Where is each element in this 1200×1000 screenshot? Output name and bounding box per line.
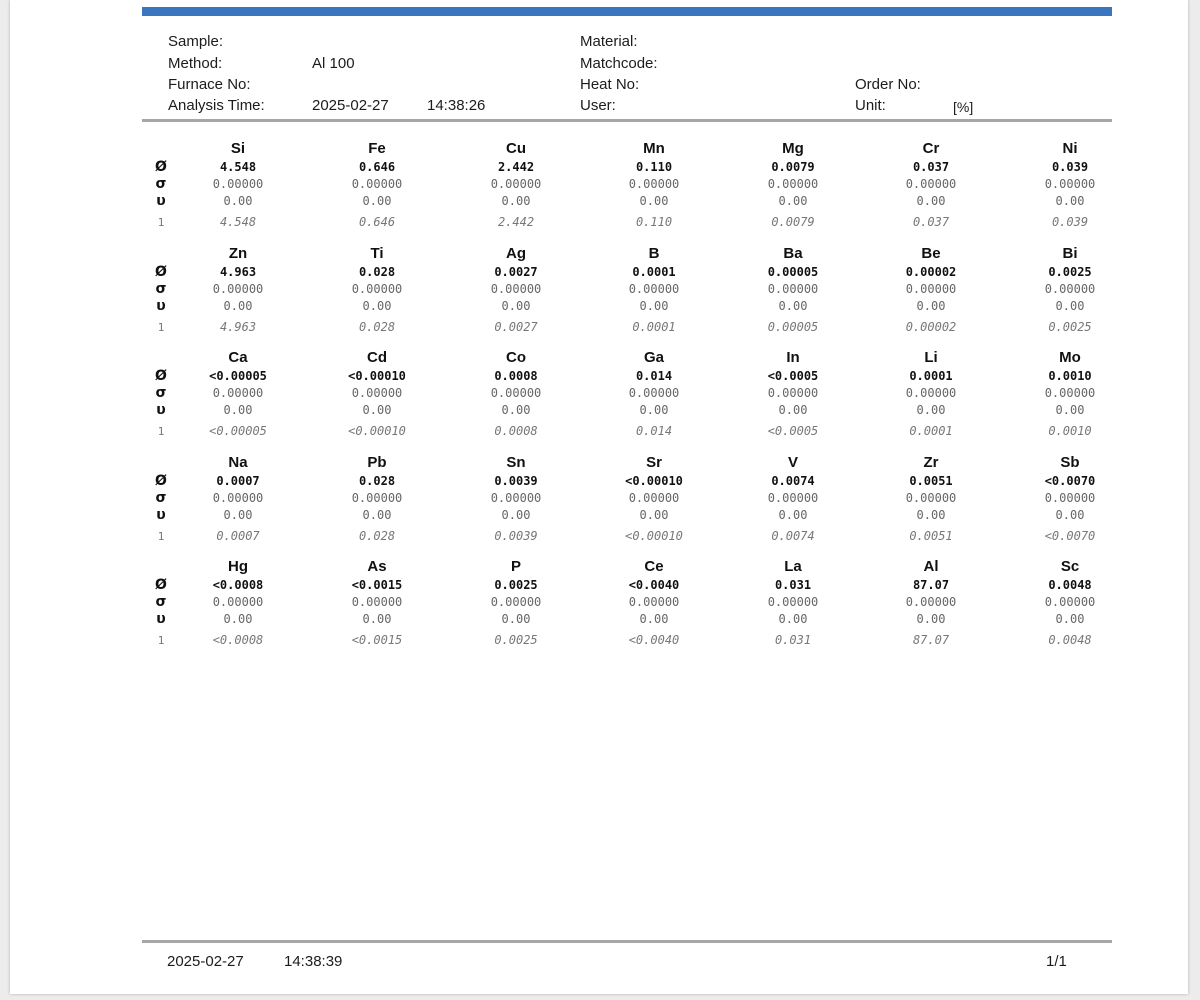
- rsd-value: 0.00: [501, 298, 531, 313]
- element-symbol: Si: [230, 140, 246, 157]
- element-symbol: Mg: [782, 140, 804, 157]
- footer-time: 14:38:39: [284, 953, 343, 970]
- run-1-value: <0.0005: [767, 424, 819, 438]
- matchcode-label: Matchcode:: [580, 55, 658, 72]
- mean-value: 0.037: [912, 160, 950, 174]
- mean-value: 2.442: [497, 160, 535, 174]
- row-label-avg: Ø: [155, 577, 167, 593]
- run-1-value: 0.0001: [909, 424, 953, 438]
- footer-divider: [142, 940, 1112, 943]
- rsd-value: 0.00: [1055, 194, 1085, 208]
- run-1-value: 0.0051: [909, 528, 953, 543]
- element-symbol: Sr: [646, 453, 662, 471]
- run-1-value: <0.00010: [625, 528, 683, 543]
- row-label-sd: σ: [155, 280, 167, 297]
- element-symbol: Pb: [367, 453, 387, 471]
- std-dev-value: 0.00000: [905, 490, 957, 505]
- element-symbol: Ba: [783, 244, 803, 262]
- run-1-value: <0.0015: [351, 633, 403, 647]
- material-label: Material:: [580, 33, 638, 50]
- rsd-value: 0.00: [362, 403, 392, 417]
- element-symbol: Be: [921, 244, 941, 262]
- run-1-value: <0.00010: [348, 424, 406, 438]
- std-dev-value: 0.00000: [905, 177, 957, 191]
- element-symbol: Ag: [506, 244, 526, 262]
- std-dev-value: 0.00000: [351, 281, 403, 296]
- std-dev-value: 0.00000: [490, 595, 542, 609]
- unit-value: [%]: [953, 99, 974, 115]
- run-1-value: 0.037: [912, 215, 950, 229]
- std-dev-value: 0.00000: [212, 177, 264, 191]
- order-no-label: Order No:: [855, 76, 921, 93]
- element-symbol: Mn: [643, 140, 665, 157]
- element-symbol: Zn: [228, 244, 248, 262]
- run-1-value: 0.0039: [494, 528, 538, 543]
- element-symbol: Hg: [228, 558, 248, 575]
- mean-value: <0.0040: [628, 578, 680, 592]
- row-label-rsd: υ: [156, 611, 166, 627]
- method-label: Method:: [168, 55, 223, 72]
- element-symbol: Ti: [370, 244, 384, 262]
- mean-value: 0.031: [774, 578, 812, 592]
- footer-date: 2025-02-27: [167, 953, 244, 970]
- run-1-value: 0.00002: [905, 319, 957, 334]
- row-label-sd: σ: [155, 489, 167, 506]
- mean-value: <0.0070: [1044, 473, 1096, 488]
- std-dev-value: 0.00000: [1044, 177, 1096, 191]
- rsd-value: 0.00: [639, 298, 669, 313]
- row-label-sd: σ: [155, 594, 167, 610]
- row-label-sd: σ: [155, 176, 167, 192]
- element-symbol: Sc: [1060, 558, 1080, 575]
- mean-value: 0.028: [358, 264, 396, 279]
- rsd-value: 0.00: [639, 507, 669, 522]
- row-label-rsd: υ: [156, 297, 166, 314]
- row-label-run: 1: [157, 216, 165, 229]
- mean-value: 0.646: [358, 160, 396, 174]
- rsd-value: 0.00: [501, 507, 531, 522]
- rsd-value: 0.00: [1055, 403, 1085, 417]
- std-dev-value: 0.00000: [767, 386, 819, 400]
- furnace-no-label: Furnace No:: [168, 76, 251, 93]
- mean-value: 0.0025: [494, 578, 538, 592]
- run-1-value: <0.0040: [628, 633, 680, 647]
- std-dev-value: 0.00000: [351, 177, 403, 191]
- analysis-time-label: Analysis Time:: [168, 97, 265, 114]
- element-symbol: Cu: [506, 140, 526, 157]
- std-dev-value: 0.00000: [490, 281, 542, 296]
- std-dev-value: 0.00000: [351, 386, 403, 400]
- run-1-value: 0.0025: [494, 633, 538, 647]
- run-1-value: 0.0010: [1048, 424, 1092, 438]
- sample-label: Sample:: [168, 33, 224, 50]
- mean-value: 0.00005: [767, 264, 819, 279]
- mean-value: 0.0025: [1048, 264, 1092, 279]
- rsd-value: 0.00: [778, 403, 808, 417]
- mean-value: 0.0010: [1048, 369, 1092, 383]
- std-dev-value: 0.00000: [1044, 490, 1096, 505]
- row-label-sd: σ: [155, 385, 167, 401]
- row-label-run: 1: [157, 425, 165, 438]
- run-1-value: 4.963: [219, 319, 257, 334]
- rsd-value: 0.00: [778, 298, 808, 313]
- mean-value: <0.0008: [212, 578, 264, 592]
- rsd-value: 0.00: [223, 194, 253, 208]
- std-dev-value: 0.00000: [628, 177, 680, 191]
- run-1-value: 0.00005: [767, 319, 819, 334]
- row-label-rsd: υ: [156, 193, 166, 209]
- run-1-value: 0.646: [358, 215, 396, 229]
- element-symbol: Co: [506, 349, 526, 366]
- mean-value: 0.0039: [494, 473, 538, 488]
- std-dev-value: 0.00000: [628, 490, 680, 505]
- analysis-time: 14:38:26: [427, 97, 486, 114]
- mean-value: <0.0005: [767, 369, 819, 383]
- element-symbol: Cr: [922, 140, 940, 157]
- run-1-value: 2.442: [497, 215, 535, 229]
- mean-value: 0.0027: [494, 264, 538, 279]
- std-dev-value: 0.00000: [1044, 595, 1096, 609]
- mean-value: <0.00005: [209, 369, 267, 383]
- rsd-value: 0.00: [916, 298, 946, 313]
- rsd-value: 0.00: [223, 507, 253, 522]
- mean-value: <0.00010: [625, 473, 683, 488]
- std-dev-value: 0.00000: [1044, 281, 1096, 296]
- run-1-value: 0.0048: [1048, 633, 1092, 647]
- mean-value: 4.548: [219, 160, 257, 174]
- element-symbol: Al: [923, 558, 939, 575]
- std-dev-value: 0.00000: [767, 490, 819, 505]
- mean-value: 87.07: [912, 578, 950, 592]
- std-dev-value: 0.00000: [490, 177, 542, 191]
- std-dev-value: 0.00000: [212, 595, 264, 609]
- mean-value: 0.0001: [909, 369, 953, 383]
- element-symbol: Ni: [1062, 140, 1078, 157]
- mean-value: 0.0008: [494, 369, 538, 383]
- row-label-avg: Ø: [155, 263, 167, 280]
- element-symbol: Li: [924, 349, 938, 366]
- run-1-value: 0.028: [358, 528, 396, 543]
- run-1-value: <0.00005: [209, 424, 267, 438]
- heat-no-label: Heat No:: [580, 76, 640, 93]
- element-symbol: Ga: [643, 349, 664, 366]
- std-dev-value: 0.00000: [905, 595, 957, 609]
- std-dev-value: 0.00000: [767, 281, 819, 296]
- run-1-value: 0.0074: [771, 528, 815, 543]
- rsd-value: 0.00: [778, 612, 808, 626]
- rsd-value: 0.00: [1055, 612, 1085, 626]
- run-1-value: 0.031: [774, 633, 812, 647]
- rsd-value: 0.00: [1055, 298, 1085, 313]
- run-1-value: 0.0079: [771, 215, 815, 229]
- rsd-value: 0.00: [362, 507, 392, 522]
- std-dev-value: 0.00000: [212, 490, 264, 505]
- rsd-value: 0.00: [778, 194, 808, 208]
- std-dev-value: 0.00000: [905, 281, 957, 296]
- mean-value: 0.0079: [771, 160, 815, 174]
- run-1-value: 0.110: [635, 215, 673, 229]
- std-dev-value: 0.00000: [628, 281, 680, 296]
- element-symbol: Na: [228, 453, 248, 471]
- mean-value: <0.00010: [348, 369, 406, 383]
- user-label: User:: [580, 97, 616, 114]
- element-symbol: Ce: [644, 558, 664, 575]
- row-label-run: 1: [157, 634, 165, 647]
- rsd-value: 0.00: [639, 612, 669, 626]
- analysis-date: 2025-02-27: [312, 97, 389, 114]
- row-label-run: 1: [157, 529, 165, 543]
- std-dev-value: 0.00000: [1044, 386, 1096, 400]
- run-1-value: <0.0070: [1044, 528, 1096, 543]
- mean-value: 0.0074: [771, 473, 815, 488]
- std-dev-value: 0.00000: [351, 595, 403, 609]
- row-label-avg: Ø: [155, 159, 167, 175]
- rsd-value: 0.00: [916, 612, 946, 626]
- rsd-value: 0.00: [916, 194, 946, 208]
- run-1-value: 0.0027: [494, 319, 538, 334]
- element-symbol: La: [784, 558, 802, 575]
- method-value: Al 100: [312, 55, 355, 72]
- run-1-value: 4.548: [219, 215, 257, 229]
- element-symbol: Cd: [367, 349, 387, 366]
- mean-value: 0.0007: [216, 473, 260, 488]
- element-symbol: Mo: [1059, 349, 1081, 366]
- mean-value: 4.963: [219, 264, 257, 279]
- element-symbol: Zr: [923, 453, 939, 471]
- element-symbol: Sb: [1060, 453, 1080, 471]
- std-dev-value: 0.00000: [905, 386, 957, 400]
- mean-value: <0.0015: [351, 578, 403, 592]
- rsd-value: 0.00: [223, 298, 253, 313]
- std-dev-value: 0.00000: [767, 595, 819, 609]
- mean-value: 0.00002: [905, 264, 957, 279]
- run-1-value: 0.0025: [1048, 319, 1092, 334]
- mean-value: 0.0048: [1048, 578, 1092, 592]
- run-1-value: 0.0008: [494, 424, 538, 438]
- row-label-avg: Ø: [155, 472, 167, 489]
- rsd-value: 0.00: [362, 612, 392, 626]
- rsd-value: 0.00: [916, 403, 946, 417]
- rsd-value: 0.00: [501, 403, 531, 417]
- element-symbol: Bi: [1062, 244, 1078, 262]
- report-header-bar: [142, 7, 1112, 16]
- rsd-value: 0.00: [778, 507, 808, 522]
- std-dev-value: 0.00000: [490, 386, 542, 400]
- rsd-value: 0.00: [362, 194, 392, 208]
- element-symbol: Fe: [368, 140, 386, 157]
- row-label-rsd: υ: [156, 506, 166, 523]
- rsd-value: 0.00: [362, 298, 392, 313]
- mean-value: 0.110: [635, 160, 673, 174]
- std-dev-value: 0.00000: [212, 386, 264, 400]
- page-number: 1/1: [1046, 953, 1067, 970]
- mean-value: 0.014: [635, 369, 673, 383]
- rsd-value: 0.00: [501, 194, 531, 208]
- element-symbol: As: [367, 558, 387, 575]
- element-symbol: In: [786, 349, 800, 366]
- mean-value: 0.028: [358, 473, 396, 488]
- row-label-rsd: υ: [156, 402, 166, 418]
- element-symbol: B: [648, 244, 660, 262]
- rsd-value: 0.00: [501, 612, 531, 626]
- run-1-value: 0.0001: [632, 319, 676, 334]
- element-symbol: P: [510, 558, 521, 575]
- std-dev-value: 0.00000: [767, 177, 819, 191]
- element-symbol: Sn: [506, 453, 526, 471]
- run-1-value: 0.014: [635, 424, 673, 438]
- run-1-value: 0.039: [1051, 215, 1089, 229]
- element-symbol: V: [787, 453, 798, 471]
- rsd-value: 0.00: [1055, 507, 1085, 522]
- rsd-value: 0.00: [223, 612, 253, 626]
- row-label-run: 1: [157, 320, 165, 334]
- element-symbol: Ca: [228, 349, 248, 366]
- rsd-value: 0.00: [223, 403, 253, 417]
- rsd-value: 0.00: [639, 403, 669, 417]
- run-1-value: 0.0007: [216, 528, 260, 543]
- std-dev-value: 0.00000: [351, 490, 403, 505]
- std-dev-value: 0.00000: [490, 490, 542, 505]
- row-label-avg: Ø: [155, 368, 167, 384]
- header-divider: [142, 119, 1112, 122]
- std-dev-value: 0.00000: [628, 386, 680, 400]
- mean-value: 0.0051: [909, 473, 953, 488]
- unit-label: Unit:: [855, 97, 886, 114]
- run-1-value: 87.07: [912, 633, 950, 647]
- std-dev-value: 0.00000: [212, 281, 264, 296]
- rsd-value: 0.00: [916, 507, 946, 522]
- run-1-value: <0.0008: [212, 633, 264, 647]
- std-dev-value: 0.00000: [628, 595, 680, 609]
- mean-value: 0.0001: [632, 264, 676, 279]
- mean-value: 0.039: [1051, 160, 1089, 174]
- run-1-value: 0.028: [358, 319, 396, 334]
- rsd-value: 0.00: [639, 194, 669, 208]
